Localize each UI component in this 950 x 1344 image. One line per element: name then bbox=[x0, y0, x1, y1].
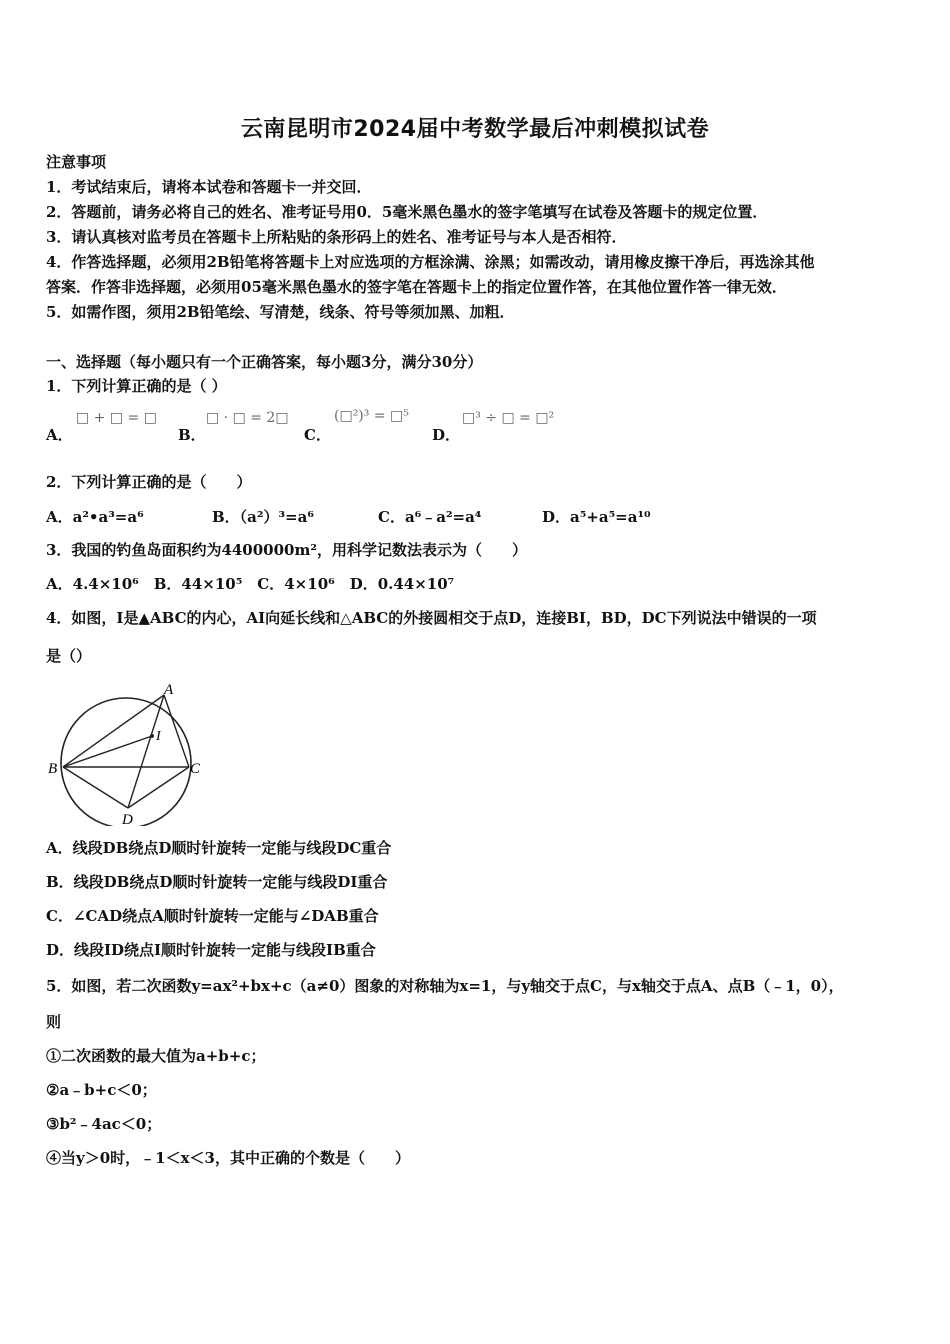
q1-option-d-formula: □³ ÷ □ = □² bbox=[462, 410, 555, 426]
q1-option-b-label: B． bbox=[178, 426, 206, 444]
q3-options: A．4.4×10⁶ B．44×10⁵ C．4×10⁶ D．0.44×10⁷ bbox=[46, 575, 455, 593]
notice-item-1: 1．考试结束后，请将本试卷和答题卡一并交回． bbox=[46, 178, 372, 196]
q4-option-c: C．∠CAD绕点A顺时针旋转一定能与∠DAB重合 bbox=[46, 907, 379, 925]
segment-ab bbox=[63, 695, 164, 767]
notice-heading: 注意事项 bbox=[46, 153, 107, 171]
q2-option-a: A．a²•a³=a⁶ bbox=[46, 508, 144, 526]
notice-item-4: 4．作答选择题，必须用2B铅笔将答题卡上对应选项的方框涂满、涂黑；如需改动，请用橡皮擦干净后，再选涂其他 bbox=[46, 253, 815, 271]
q5-statement-3: ③b²﹣4ac＜0； bbox=[46, 1115, 162, 1133]
q5-statement-1: ①二次函数的最大值为a+b+c； bbox=[46, 1047, 266, 1065]
q2-stem: 2．下列计算正确的是（ ） bbox=[46, 473, 252, 491]
q1-option-c-label: C． bbox=[304, 426, 331, 444]
segment-ac bbox=[164, 695, 189, 767]
label-a: A bbox=[164, 682, 174, 698]
q4-option-b: B．线段DB绕点D顺时针旋转一定能与线段DI重合 bbox=[46, 873, 388, 891]
q1-option-c-formula: (□²)³ = □⁵ bbox=[334, 408, 409, 424]
q1-option-d-label: D． bbox=[432, 426, 461, 444]
q4-stem-cont: 是（） bbox=[46, 647, 92, 665]
label-i: I bbox=[156, 729, 161, 744]
section-heading: 一、选择题（每小题只有一个正确答案，每小题3分，满分30分） bbox=[46, 353, 483, 371]
segment-bi bbox=[63, 736, 152, 767]
q5-statement-2: ②a﹣b+c＜0； bbox=[46, 1081, 157, 1099]
segment-bd bbox=[63, 767, 128, 808]
q5-stem: 5．如图，若二次函数y=ax²+bx+c（a≠0）图象的对称轴为x=1，与y轴交于点C，与x轴交于点A、点B（﹣1，0）， bbox=[46, 977, 844, 995]
point-i bbox=[150, 734, 154, 738]
page-title: 云南昆明市2024届中考数学最后冲刺模拟试卷 bbox=[240, 117, 710, 142]
q4-stem: 4．如图，I是▲ABC的内心，AI向延长线和△ABC的外接圆相交于点D，连接BI，BD，DC下列说法中错误的一项 bbox=[46, 609, 817, 627]
label-d: D bbox=[122, 812, 133, 826]
notice-item-2: 2．答题前，请务必将自己的姓名、准考证号用0．5毫米黑色墨水的签字笔填写在试卷及答题卡的规定位置． bbox=[46, 203, 768, 221]
q3-stem: 3．我国的钓鱼岛面积约为4400000m²，用科学记数法表示为（ ） bbox=[46, 541, 527, 559]
q4-option-a: A．线段DB绕点D顺时针旋转一定能与线段DC重合 bbox=[46, 839, 392, 857]
q2-option-d: D．a⁵+a⁵=a¹⁰ bbox=[542, 508, 651, 526]
q1-option-a-label: A． bbox=[46, 426, 73, 444]
q4-option-d: D．线段ID绕点I顺时针旋转一定能与线段IB重合 bbox=[46, 941, 376, 959]
q5-statement-4: ④当y＞0时，﹣1＜x＜3，其中正确的个数是（ ） bbox=[46, 1149, 410, 1167]
q1-stem: 1．下列计算正确的是（ ） bbox=[46, 377, 227, 395]
segment-ad bbox=[128, 695, 164, 808]
q2-option-b: B．（a²）³=a⁶ bbox=[212, 508, 314, 526]
notice-item-4-cont: 答案．作答非选择题，必须用05毫米黑色墨水的签字笔在答题卡上的指定位置作答，在其他位置作答一律无效． bbox=[46, 278, 787, 296]
q1-option-b-formula: □ · □ = 2□ bbox=[206, 410, 289, 426]
notice-item-5: 5．如需作图，须用2B铅笔绘、写清楚，线条、符号等须加黑、加粗． bbox=[46, 303, 515, 321]
notice-item-3: 3．请认真核对监考员在答题卡上所粘贴的条形码上的姓名、准考证号与本人是否相符． bbox=[46, 228, 627, 246]
segment-cd bbox=[128, 767, 189, 808]
q5-stem-cont: 则 bbox=[46, 1013, 62, 1031]
label-c: C bbox=[190, 761, 201, 777]
circle-geometry-figure bbox=[46, 678, 206, 826]
label-b: B bbox=[48, 761, 58, 777]
q2-option-c: C．a⁶﹣a²=a⁴ bbox=[378, 508, 482, 526]
q1-option-a-formula: □ + □ = □ bbox=[76, 410, 157, 426]
